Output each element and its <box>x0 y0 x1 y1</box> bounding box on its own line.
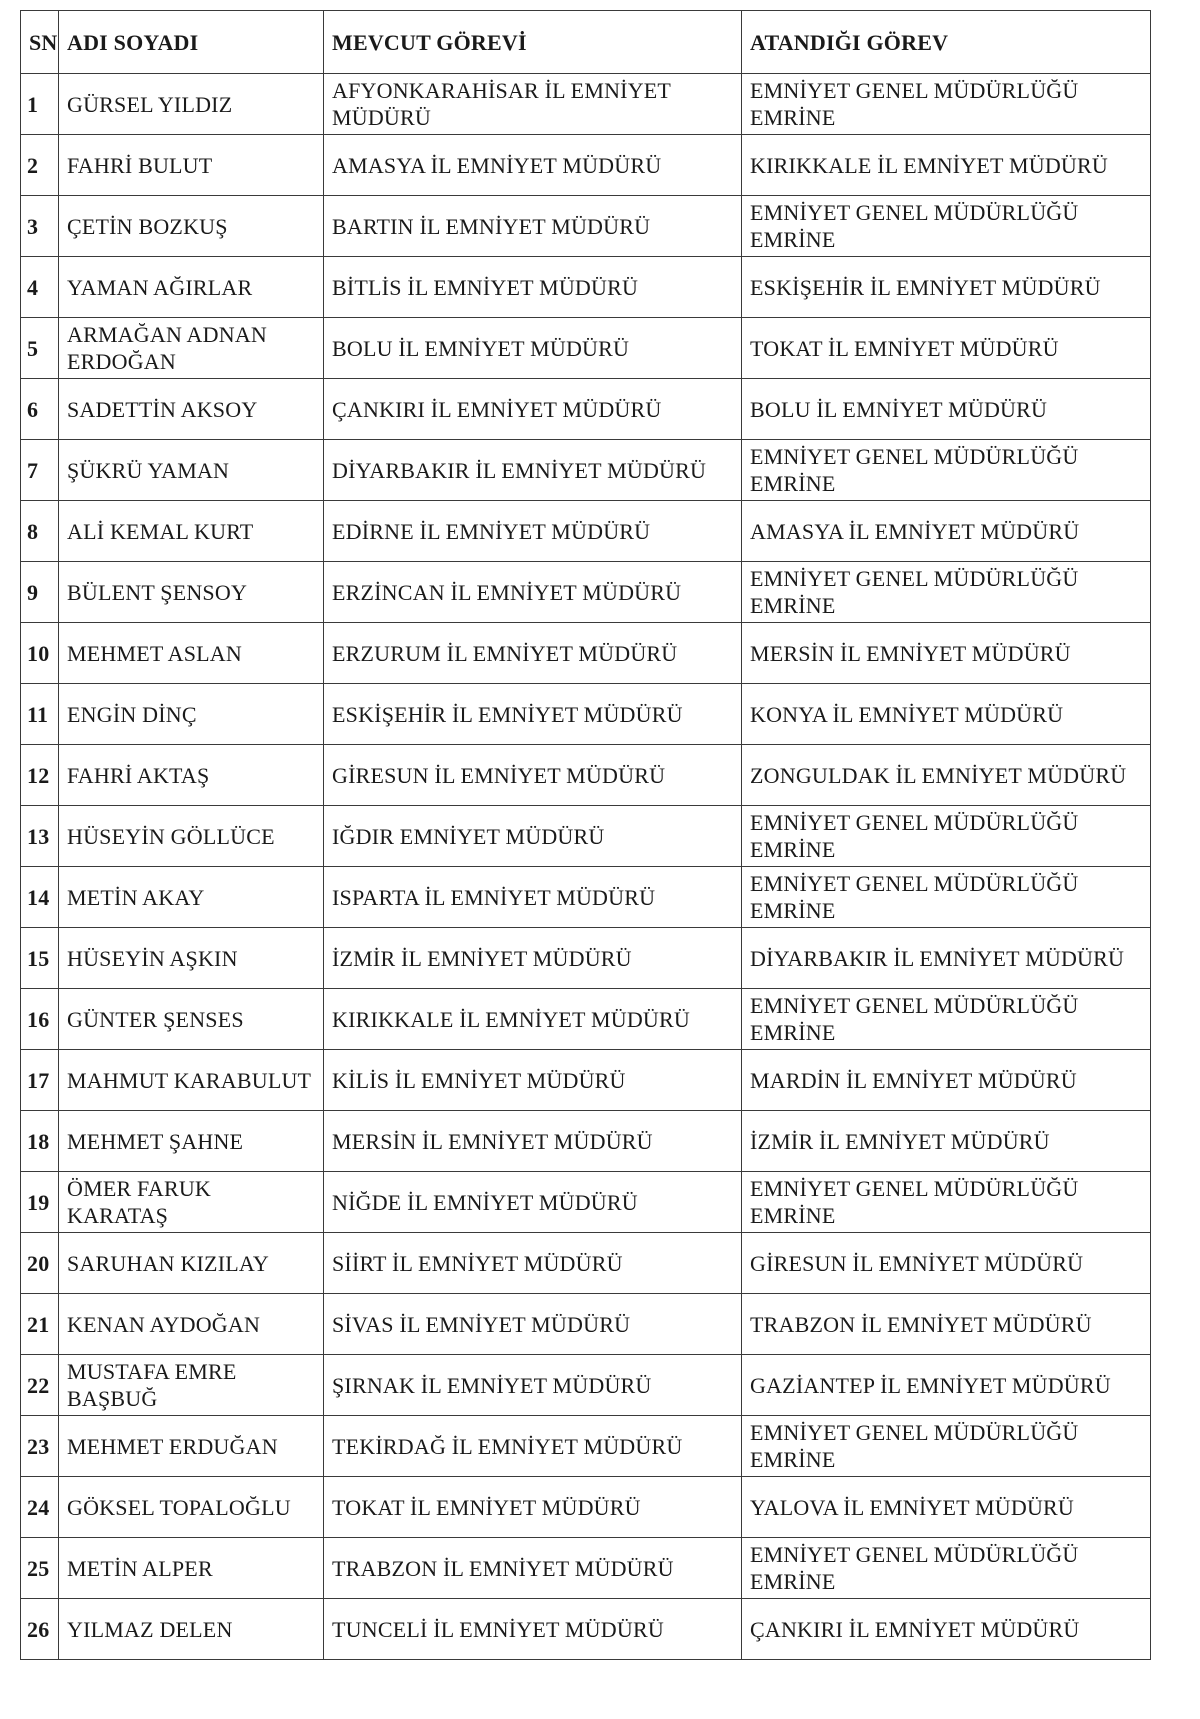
cell-assigned-position: KIRIKKALE İL EMNİYET MÜDÜRÜ <box>742 135 1151 196</box>
cell-sn: 14 <box>21 867 59 928</box>
cell-current-position: MERSİN İL EMNİYET MÜDÜRÜ <box>324 1111 742 1172</box>
cell-sn: 22 <box>21 1355 59 1416</box>
cell-assigned-position: EMNİYET GENEL MÜDÜRLÜĞÜ EMRİNE <box>742 1538 1151 1599</box>
cell-sn: 9 <box>21 562 59 623</box>
header-current-position: MEVCUT GÖREVİ <box>324 11 742 74</box>
cell-sn: 3 <box>21 196 59 257</box>
cell-current-position: KİLİS İL EMNİYET MÜDÜRÜ <box>324 1050 742 1111</box>
header-name: ADI SOYADI <box>59 11 324 74</box>
cell-assigned-position: YALOVA İL EMNİYET MÜDÜRÜ <box>742 1477 1151 1538</box>
document-page <box>20 10 1150 1660</box>
cell-assigned-position: EMNİYET GENEL MÜDÜRLÜĞÜ EMRİNE <box>742 989 1151 1050</box>
cell-sn: 21 <box>21 1294 59 1355</box>
cell-name: HÜSEYİN GÖLLÜCE <box>59 806 324 867</box>
table-row <box>21 1111 1151 1172</box>
table-row <box>21 135 1151 196</box>
cell-sn: 24 <box>21 1477 59 1538</box>
cell-current-position: GİRESUN İL EMNİYET MÜDÜRÜ <box>324 745 742 806</box>
cell-sn: 20 <box>21 1233 59 1294</box>
cell-current-position: KIRIKKALE İL EMNİYET MÜDÜRÜ <box>324 989 742 1050</box>
cell-current-position: ESKİŞEHİR İL EMNİYET MÜDÜRÜ <box>324 684 742 745</box>
cell-assigned-position: EMNİYET GENEL MÜDÜRLÜĞÜ EMRİNE <box>742 867 1151 928</box>
cell-sn: 2 <box>21 135 59 196</box>
cell-current-position: BARTIN İL EMNİYET MÜDÜRÜ <box>324 196 742 257</box>
cell-current-position: BİTLİS İL EMNİYET MÜDÜRÜ <box>324 257 742 318</box>
appointments-table <box>20 10 1151 1660</box>
cell-sn: 18 <box>21 1111 59 1172</box>
table-row <box>21 1538 1151 1599</box>
cell-name: METİN ALPER <box>59 1538 324 1599</box>
table-row <box>21 1416 1151 1477</box>
cell-assigned-position: EMNİYET GENEL MÜDÜRLÜĞÜ EMRİNE <box>742 806 1151 867</box>
cell-name: MUSTAFA EMRE BAŞBUĞ <box>59 1355 324 1416</box>
table-row <box>21 257 1151 318</box>
cell-current-position: DİYARBAKIR İL EMNİYET MÜDÜRÜ <box>324 440 742 501</box>
cell-assigned-position: EMNİYET GENEL MÜDÜRLÜĞÜ EMRİNE <box>742 1416 1151 1477</box>
cell-assigned-position: TOKAT İL EMNİYET MÜDÜRÜ <box>742 318 1151 379</box>
header-assigned-position: ATANDIĞI GÖREV <box>742 11 1151 74</box>
table-row <box>21 318 1151 379</box>
table-row <box>21 1172 1151 1233</box>
cell-assigned-position: GAZİANTEP İL EMNİYET MÜDÜRÜ <box>742 1355 1151 1416</box>
cell-current-position: ERZİNCAN İL EMNİYET MÜDÜRÜ <box>324 562 742 623</box>
cell-current-position: TEKİRDAĞ İL EMNİYET MÜDÜRÜ <box>324 1416 742 1477</box>
cell-sn: 25 <box>21 1538 59 1599</box>
cell-assigned-position: KONYA İL EMNİYET MÜDÜRÜ <box>742 684 1151 745</box>
header-sn: SN <box>21 11 59 74</box>
cell-current-position: TRABZON İL EMNİYET MÜDÜRÜ <box>324 1538 742 1599</box>
cell-name: FAHRİ BULUT <box>59 135 324 196</box>
table-body <box>21 74 1151 1660</box>
table-row <box>21 1294 1151 1355</box>
table-row <box>21 501 1151 562</box>
cell-assigned-position: EMNİYET GENEL MÜDÜRLÜĞÜ EMRİNE <box>742 562 1151 623</box>
cell-name: METİN AKAY <box>59 867 324 928</box>
cell-name: SARUHAN KIZILAY <box>59 1233 324 1294</box>
cell-sn: 17 <box>21 1050 59 1111</box>
cell-assigned-position: AMASYA İL EMNİYET MÜDÜRÜ <box>742 501 1151 562</box>
cell-assigned-position: DİYARBAKIR İL EMNİYET MÜDÜRÜ <box>742 928 1151 989</box>
cell-sn: 19 <box>21 1172 59 1233</box>
cell-assigned-position: MARDİN İL EMNİYET MÜDÜRÜ <box>742 1050 1151 1111</box>
cell-sn: 4 <box>21 257 59 318</box>
table-row <box>21 928 1151 989</box>
cell-assigned-position: ESKİŞEHİR İL EMNİYET MÜDÜRÜ <box>742 257 1151 318</box>
cell-current-position: ŞIRNAK İL EMNİYET MÜDÜRÜ <box>324 1355 742 1416</box>
cell-current-position: EDİRNE İL EMNİYET MÜDÜRÜ <box>324 501 742 562</box>
cell-name: MEHMET ASLAN <box>59 623 324 684</box>
cell-name: GÜRSEL YILDIZ <box>59 74 324 135</box>
cell-name: GÜNTER ŞENSES <box>59 989 324 1050</box>
cell-sn: 7 <box>21 440 59 501</box>
cell-name: FAHRİ AKTAŞ <box>59 745 324 806</box>
cell-assigned-position: EMNİYET GENEL MÜDÜRLÜĞÜ EMRİNE <box>742 196 1151 257</box>
table-row <box>21 1050 1151 1111</box>
table-row <box>21 623 1151 684</box>
cell-current-position: IĞDIR EMNİYET MÜDÜRÜ <box>324 806 742 867</box>
cell-sn: 11 <box>21 684 59 745</box>
cell-name: ARMAĞAN ADNAN ERDOĞAN <box>59 318 324 379</box>
table-row <box>21 1477 1151 1538</box>
cell-current-position: SİVAS İL EMNİYET MÜDÜRÜ <box>324 1294 742 1355</box>
cell-assigned-position: İZMİR İL EMNİYET MÜDÜRÜ <box>742 1111 1151 1172</box>
cell-name: HÜSEYİN AŞKIN <box>59 928 324 989</box>
cell-name: ALİ KEMAL KURT <box>59 501 324 562</box>
cell-assigned-position: ÇANKIRI İL EMNİYET MÜDÜRÜ <box>742 1599 1151 1660</box>
cell-sn: 23 <box>21 1416 59 1477</box>
cell-assigned-position: TRABZON İL EMNİYET MÜDÜRÜ <box>742 1294 1151 1355</box>
cell-name: GÖKSEL TOPALOĞLU <box>59 1477 324 1538</box>
cell-sn: 10 <box>21 623 59 684</box>
cell-name: MAHMUT KARABULUT <box>59 1050 324 1111</box>
cell-sn: 5 <box>21 318 59 379</box>
cell-sn: 16 <box>21 989 59 1050</box>
cell-current-position: SİİRT İL EMNİYET MÜDÜRÜ <box>324 1233 742 1294</box>
cell-name: MEHMET ŞAHNE <box>59 1111 324 1172</box>
cell-current-position: TOKAT İL EMNİYET MÜDÜRÜ <box>324 1477 742 1538</box>
cell-sn: 12 <box>21 745 59 806</box>
cell-assigned-position: BOLU İL EMNİYET MÜDÜRÜ <box>742 379 1151 440</box>
cell-name: MEHMET ERDUĞAN <box>59 1416 324 1477</box>
cell-sn: 1 <box>21 74 59 135</box>
cell-name: ÇETİN BOZKUŞ <box>59 196 324 257</box>
cell-name: ENGİN DİNÇ <box>59 684 324 745</box>
table-row <box>21 440 1151 501</box>
cell-current-position: ERZURUM İL EMNİYET MÜDÜRÜ <box>324 623 742 684</box>
cell-assigned-position: MERSİN İL EMNİYET MÜDÜRÜ <box>742 623 1151 684</box>
cell-name: YAMAN AĞIRLAR <box>59 257 324 318</box>
cell-current-position: NİĞDE İL EMNİYET MÜDÜRÜ <box>324 1172 742 1233</box>
cell-current-position: BOLU İL EMNİYET MÜDÜRÜ <box>324 318 742 379</box>
cell-current-position: AMASYA İL EMNİYET MÜDÜRÜ <box>324 135 742 196</box>
cell-current-position: İZMİR İL EMNİYET MÜDÜRÜ <box>324 928 742 989</box>
cell-name: YILMAZ DELEN <box>59 1599 324 1660</box>
table-row <box>21 379 1151 440</box>
table-row <box>21 562 1151 623</box>
cell-name: BÜLENT ŞENSOY <box>59 562 324 623</box>
cell-current-position: TUNCELİ İL EMNİYET MÜDÜRÜ <box>324 1599 742 1660</box>
cell-assigned-position: ZONGULDAK İL EMNİYET MÜDÜRÜ <box>742 745 1151 806</box>
cell-name: SADETTİN AKSOY <box>59 379 324 440</box>
table-row <box>21 1355 1151 1416</box>
cell-current-position: ISPARTA İL EMNİYET MÜDÜRÜ <box>324 867 742 928</box>
table-row <box>21 1599 1151 1660</box>
table-row <box>21 867 1151 928</box>
cell-sn: 8 <box>21 501 59 562</box>
table-row <box>21 1233 1151 1294</box>
cell-sn: 13 <box>21 806 59 867</box>
table-row <box>21 806 1151 867</box>
cell-sn: 26 <box>21 1599 59 1660</box>
table-header-row <box>21 11 1151 74</box>
cell-name: ŞÜKRÜ YAMAN <box>59 440 324 501</box>
cell-current-position: AFYONKARAHİSAR İL EMNİYET MÜDÜRÜ <box>324 74 742 135</box>
cell-assigned-position: EMNİYET GENEL MÜDÜRLÜĞÜ EMRİNE <box>742 74 1151 135</box>
cell-name: KENAN AYDOĞAN <box>59 1294 324 1355</box>
table-row <box>21 74 1151 135</box>
cell-assigned-position: EMNİYET GENEL MÜDÜRLÜĞÜ EMRİNE <box>742 440 1151 501</box>
table-row <box>21 684 1151 745</box>
cell-name: ÖMER FARUK KARATAŞ <box>59 1172 324 1233</box>
cell-current-position: ÇANKIRI İL EMNİYET MÜDÜRÜ <box>324 379 742 440</box>
cell-assigned-position: EMNİYET GENEL MÜDÜRLÜĞÜ EMRİNE <box>742 1172 1151 1233</box>
table-row <box>21 196 1151 257</box>
table-row <box>21 989 1151 1050</box>
table-row <box>21 745 1151 806</box>
cell-sn: 15 <box>21 928 59 989</box>
cell-assigned-position: GİRESUN İL EMNİYET MÜDÜRÜ <box>742 1233 1151 1294</box>
cell-sn: 6 <box>21 379 59 440</box>
